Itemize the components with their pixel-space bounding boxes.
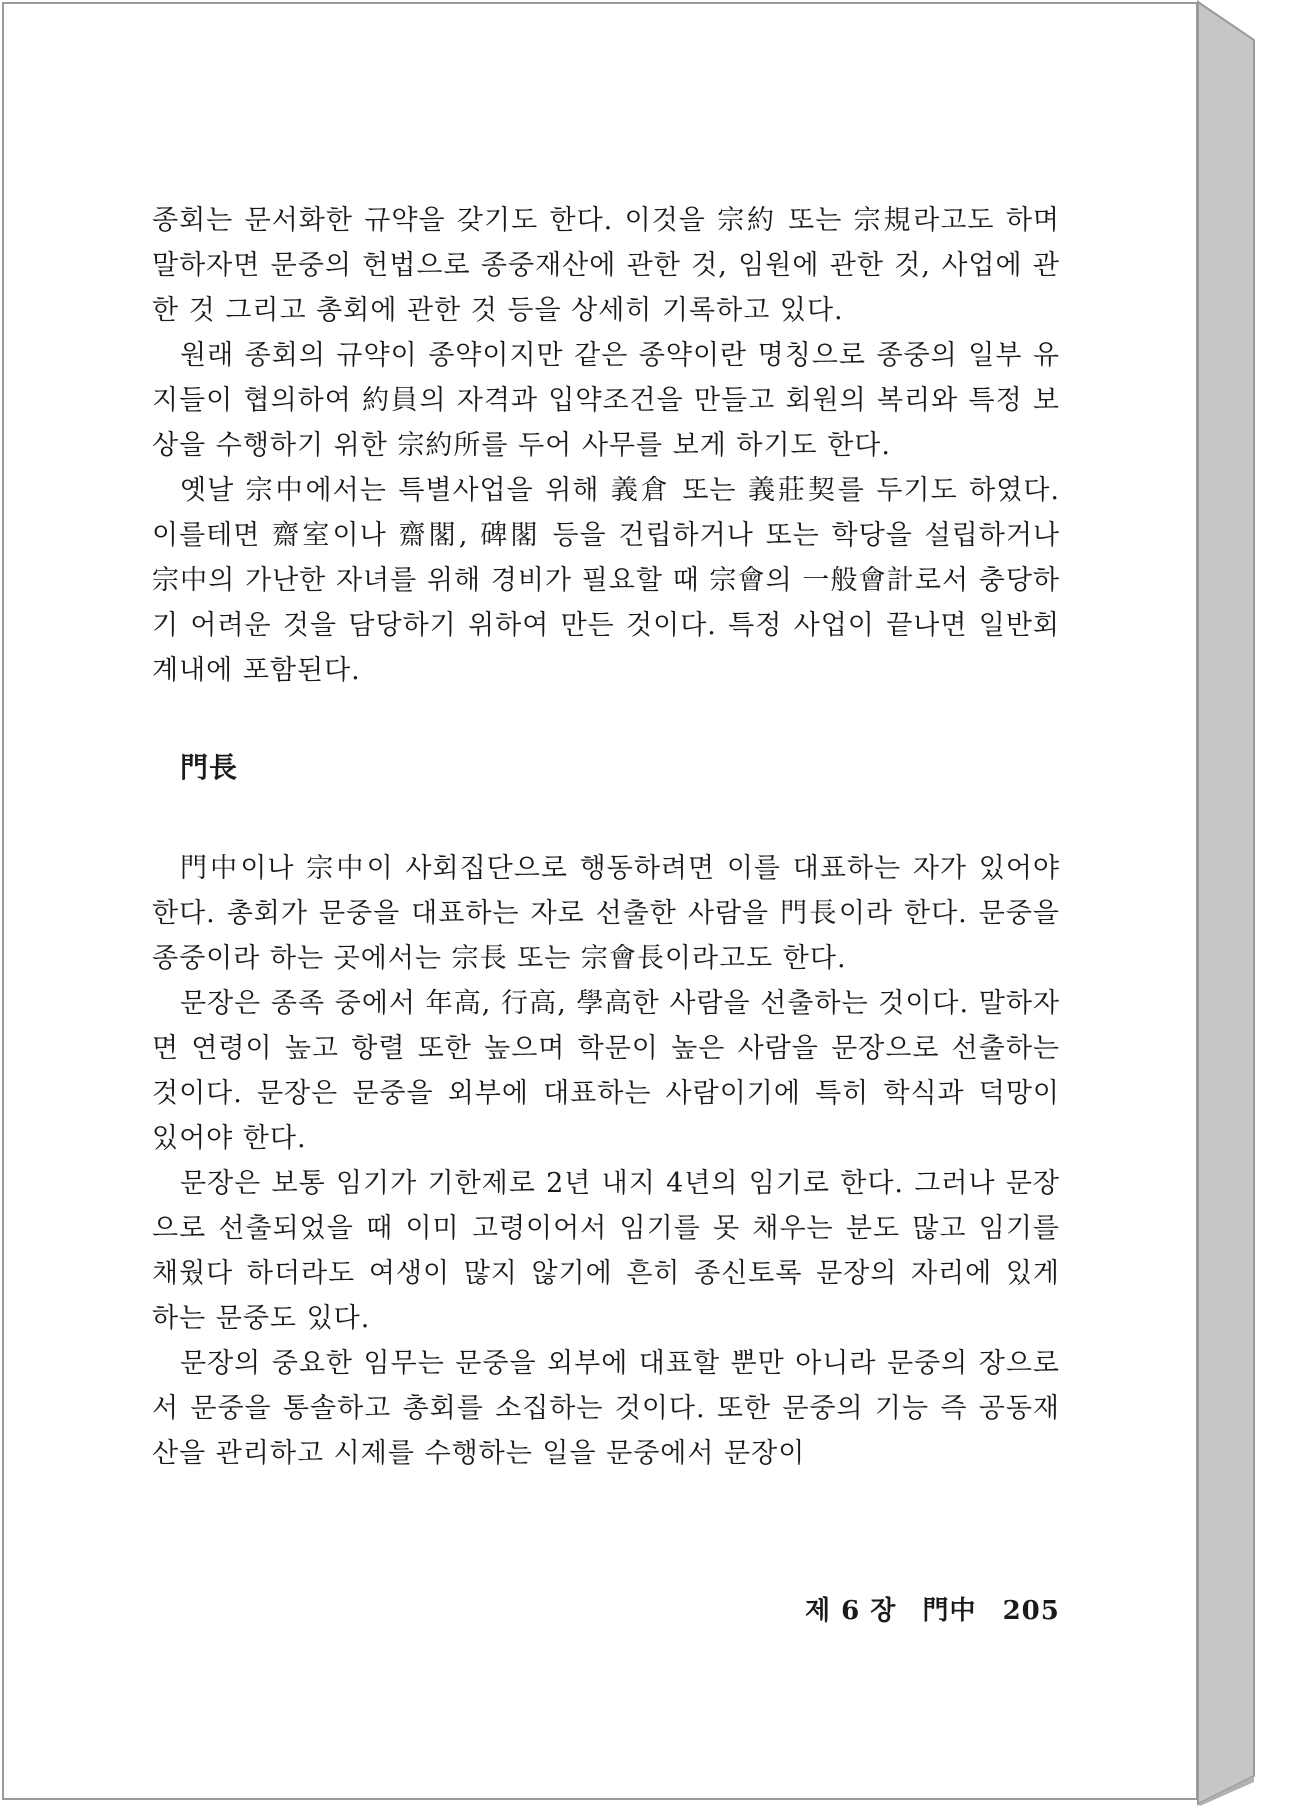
page-footer (805, 1590, 1076, 1627)
paragraph: 문장의 중요한 임무는 문중을 외부에 대표할 뿐만 아니라 문중의 장으로서 문중을 통솔하고 총회를 소집하는 것이다. 또한 문중의 기능 즉 공동재산을 관리하고 시제를 수행하는 일을 문중에서 문장이 (152, 1348, 1060, 1469)
paragraph: 門中이나 宗中이 사회집단으로 행동하려면 이를 대표하는 자가 있어야 한다. 총회가 문중을 대표하는 자로 선출한 사람을 門長이라 한다. 문중을 종중이라 하는 곳에서는 宗長 또는 宗會長이라고도 한다. (152, 853, 1060, 974)
paragraph: 종회는 문서화한 규약을 갖기도 한다. 이것을 宗約 또는 宗規라고도 하며 말하자면 문중의 헌법으로 종중재산에 관한 것, 임원에 관한 것, 사업에 관한 것 그리고 총회에 관한 것 등을 상세히 기록하고 있다. (152, 205, 1060, 326)
paragraph: 문장은 보통 임기가 기한제로 2년 내지 4년의 임기로 한다. 그러나 문장으로 선출되었을 때 이미 고령이어서 임기를 못 채우는 분도 많고 임기를 채웠다 하더라도 여생이 많지 않기에 흔히 종신토록 문장의 자리에 있게 하는 문중도 있다. (152, 1168, 1060, 1334)
footer-section: 門中 (922, 1596, 977, 1626)
paragraph: 문장은 종족 중에서 年高, 行高, 學高한 사람을 선출하는 것이다. 말하자면 연령이 높고 항렬 또한 높으며 학문이 높은 사람을 문장으로 선출하는 것이다. 문장은 문중을 외부에 대표하는 사람이기에 특히 학식과 덕망이 있어야 한다. (152, 988, 1060, 1154)
section-heading: 門長 (180, 751, 239, 784)
paragraph: 원래 종회의 규약이 종약이지만 같은 종약이란 명칭으로 종중의 일부 유지들이 협의하여 約員의 자격과 입약조건을 만들고 회원의 복리와 특정 보상을 수행하기 위한 宗約所를 두어 사무를 보게 하기도 한다. (152, 340, 1060, 461)
page-body (152, 198, 1060, 1476)
footer-chapter: 제 6 장 (805, 1596, 897, 1626)
paragraph: 옛날 宗中에서는 특별사업을 위해 義倉 또는 義莊契를 두기도 하였다. 이를테면 齋室이나 齋閣, 碑閣 등을 건립하거나 또는 학당을 설립하거나 宗中의 가난한 자녀를 위해 경비가 필요할 때 宗會의 一般會計로서 충당하기 어려운 것을 담당하기 위하여 만든 것이다. 특정 사업이 끝나면 일반회계내에 포함된다. (152, 475, 1060, 686)
page-number: 205 (1002, 1596, 1060, 1626)
